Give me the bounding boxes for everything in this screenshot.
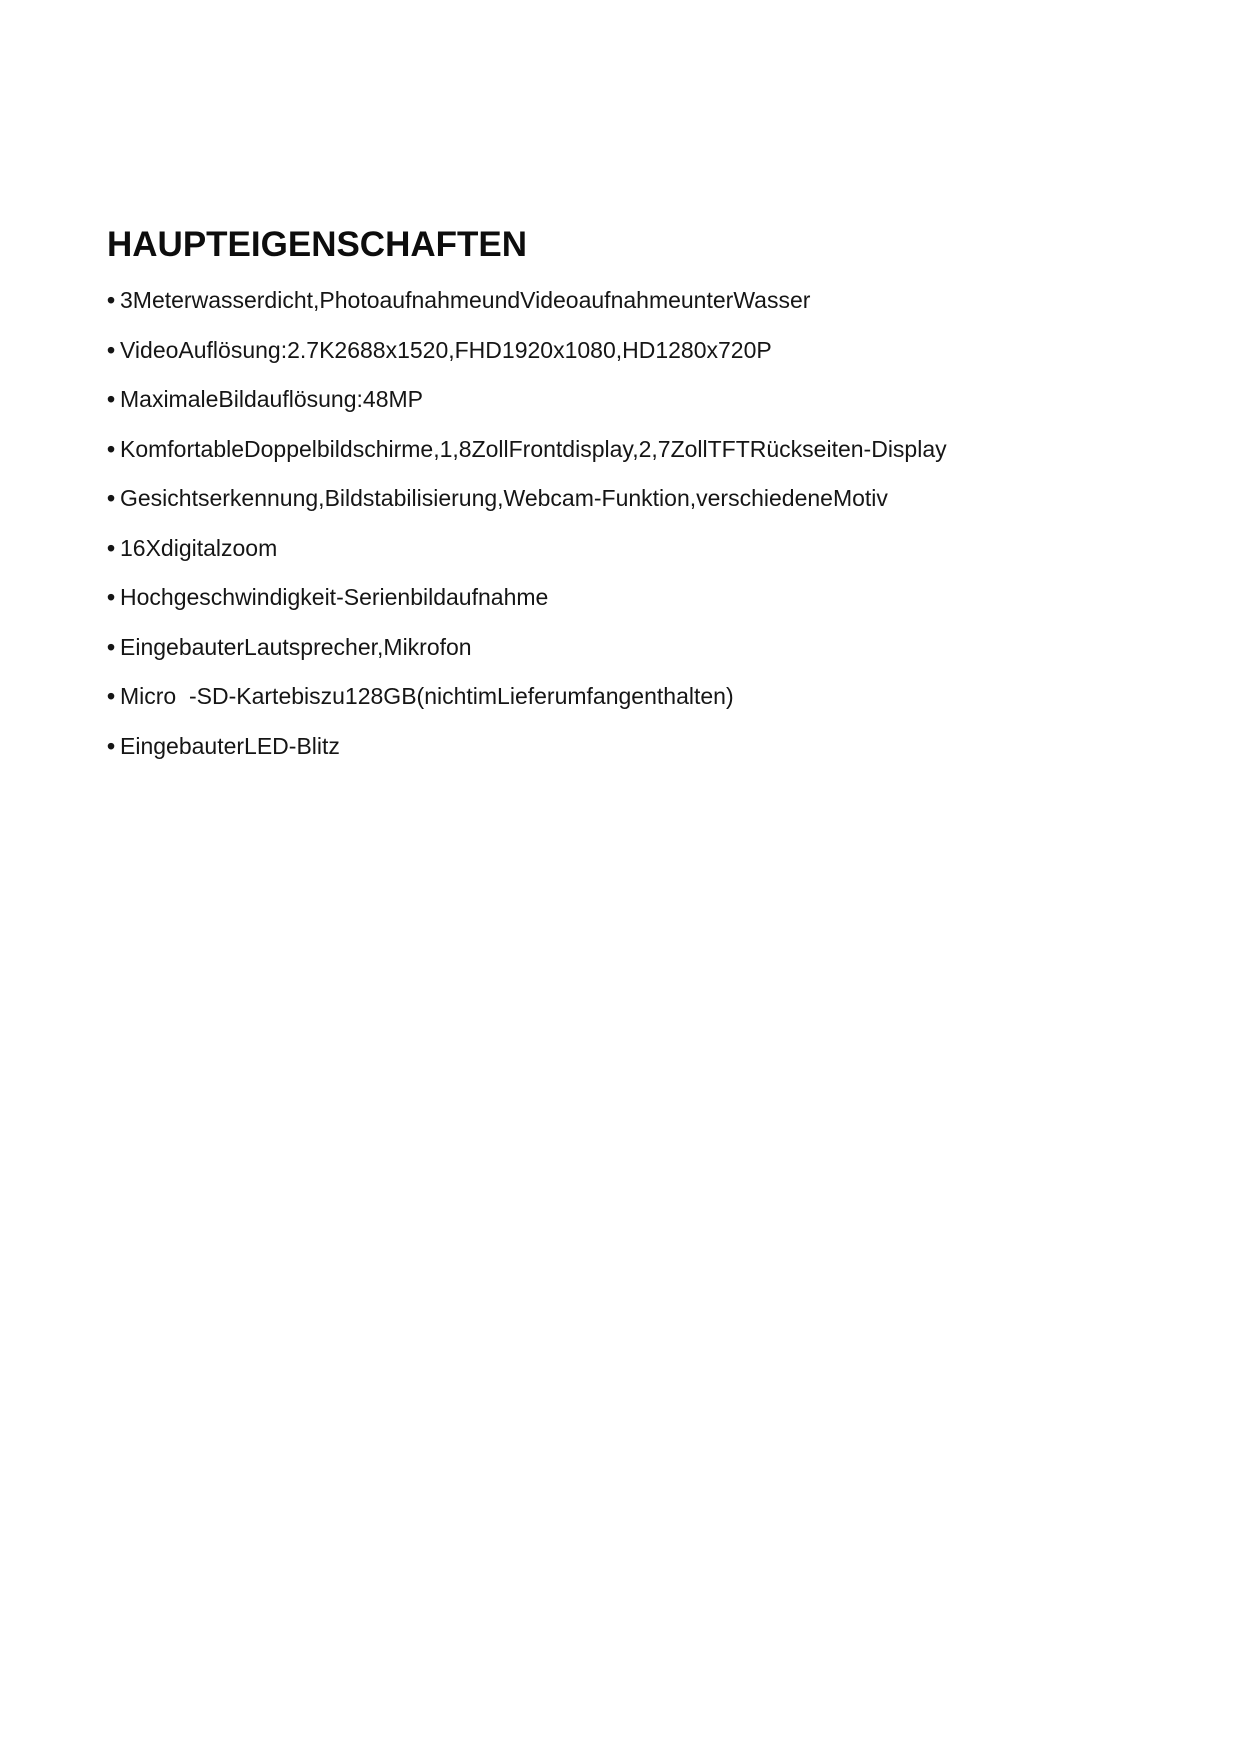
feature-item-digital-zoom <box>107 524 1147 574</box>
feature-item-dual-screen <box>107 425 1147 475</box>
feature-list <box>107 276 1147 771</box>
bullet: • <box>107 287 116 313</box>
feature-text: 3Meterwasserdicht,PhotoaufnahmeundVideoaufnahmeunterWasser <box>120 287 811 313</box>
feature-item-led-flash <box>107 722 1147 772</box>
feature-item-speaker-microphone <box>107 623 1147 673</box>
feature-text: Gesichtserkennung,Bildstabilisierung,Webcam-Funktion,verschiedeneMotiv <box>120 485 888 511</box>
feature-item-burst-mode <box>107 573 1147 623</box>
feature-text: Micro -SD-Kartebiszu128GB(nichtimLieferumfangenthalten) <box>120 683 734 709</box>
feature-item-sd-card <box>107 672 1147 722</box>
bullet: • <box>107 732 116 759</box>
feature-text: EingebauterLED-Blitz <box>120 732 340 759</box>
feature-text: Hochgeschwindigkeit-Serienbildaufnahme <box>120 584 549 610</box>
feature-text: VideoAuflösung:2.7K2688x1520,FHD1920x1080,HD1280x720P <box>120 336 772 363</box>
feature-text: EingebauterLautsprecher,Mikrofon <box>120 633 472 660</box>
bullet: • <box>107 534 116 561</box>
feature-item-waterproof <box>107 276 1147 326</box>
page-title: HAUPTEIGENSCHAFTEN <box>107 225 528 264</box>
bullet: • <box>107 683 116 709</box>
feature-item-video-resolution <box>107 326 1147 376</box>
feature-item-image-resolution <box>107 375 1147 425</box>
bullet: • <box>107 336 116 363</box>
feature-text: 16Xdigitalzoom <box>120 534 278 561</box>
feature-text: KomfortableDoppelbildschirme,1,8ZollFrontdisplay,2,7ZollTFTRückseiten-Display <box>120 435 947 462</box>
bullet: • <box>107 485 116 511</box>
main-content <box>107 218 1147 771</box>
bullet: • <box>107 584 116 610</box>
bullet: • <box>107 386 116 412</box>
bullet: • <box>107 633 116 660</box>
bullet: • <box>107 435 116 462</box>
feature-text: MaximaleBildauflösung:48MP <box>120 386 423 412</box>
feature-item-face-detection <box>107 474 1147 524</box>
